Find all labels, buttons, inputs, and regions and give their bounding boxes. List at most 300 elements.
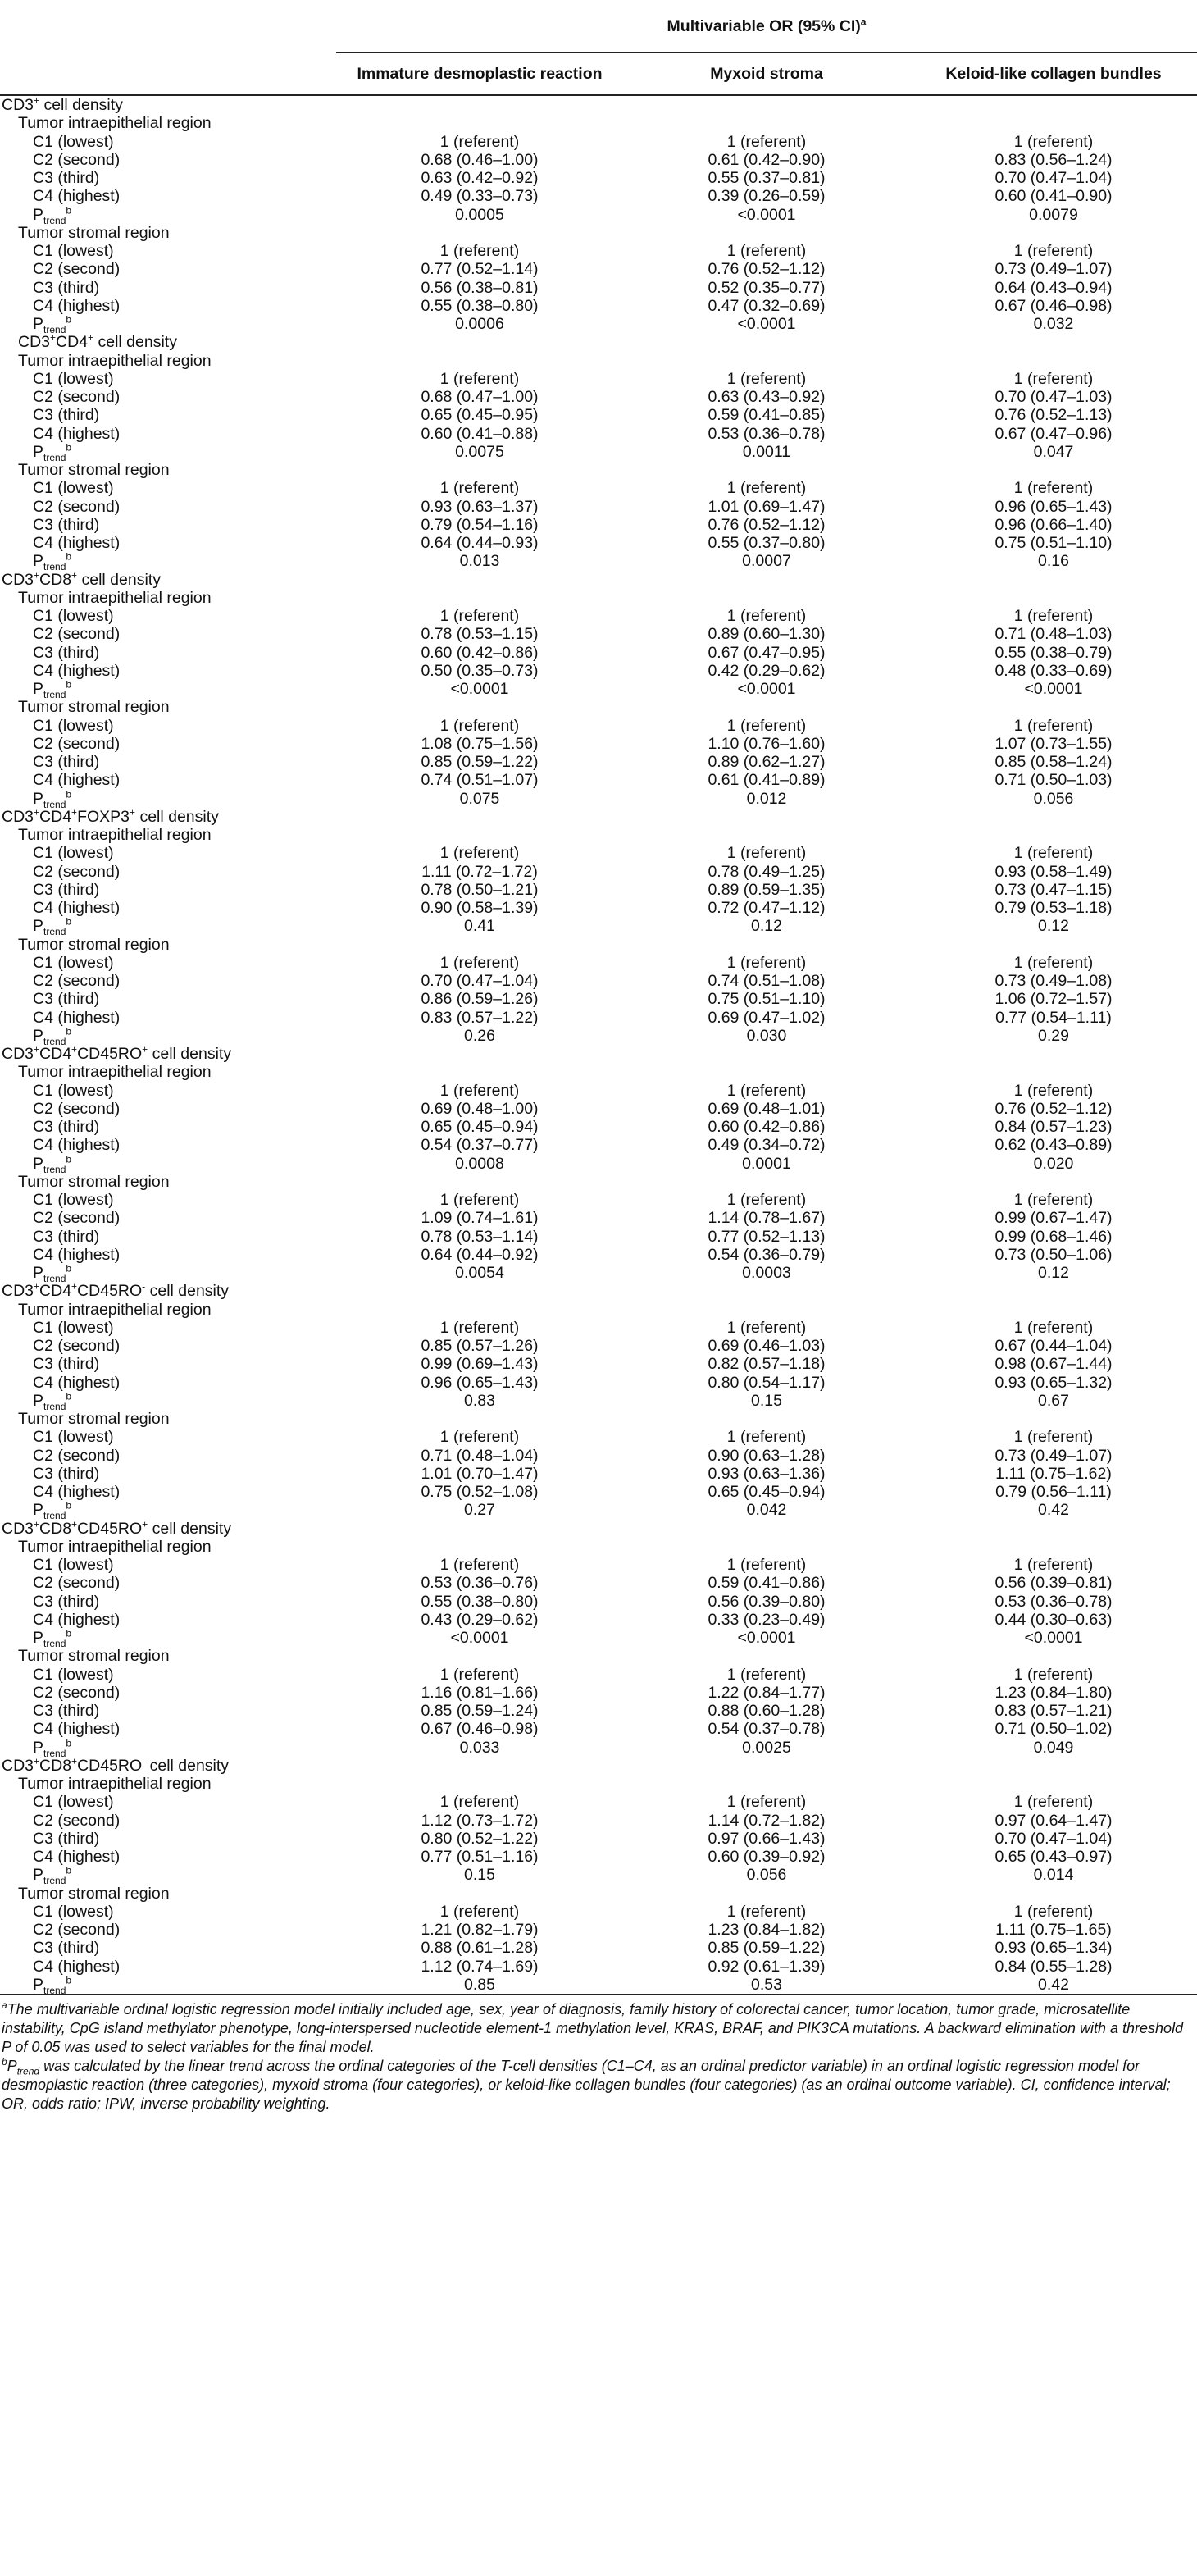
ptrend-sub: trend [43,926,66,938]
or-cell: 0.80 (0.52–1.22) [421,1829,539,1848]
or-cell: 0.53 (0.36–0.78) [708,424,826,443]
or-cell: 0.68 (0.47–1.00) [421,388,539,406]
quartile-label: C4 (highest) [33,1848,121,1866]
ptrend-cell: 0.15 [751,1391,782,1410]
ptrend-cell: 0.42 [910,1976,1197,1995]
table-row [0,425,1197,443]
or-cell: 0.59 (0.41–0.86) [708,1574,826,1593]
or-cell: 0.82 (0.57–1.18) [708,1355,826,1374]
ptrend-sub: trend [43,1510,66,1522]
table-row [0,260,1197,278]
or-cell: 0.83 (0.56–1.24) [994,150,1113,169]
ptrend-label [0,206,336,224]
ptrend-cell: 0.014 [1033,1866,1074,1885]
or-cell: 0.53 (0.36–0.76) [421,1574,539,1593]
or-cell: 1.21 (0.82–1.79) [421,1921,539,1939]
quartile-label: C4 (highest) [33,1008,121,1027]
ptrend-cell: <0.0001 [1024,680,1083,698]
or-cell: 1 (referent) [726,844,807,863]
or-cell: 0.99 (0.67–1.47) [994,1209,1113,1228]
or-cell: 0.64 (0.44–0.93) [421,534,539,552]
ptrend-cell: 0.85 [336,1976,623,1995]
or-cell: 1 (referent) [1013,132,1094,151]
table-row [0,844,1197,862]
marker-label [0,1757,1197,1775]
table-row [0,1574,1197,1592]
region-row [0,352,1197,370]
or-cell: 0.79 (0.53–1.18) [994,899,1113,917]
ptrend-sub: trend [43,214,66,226]
ptrend-row [0,917,1197,935]
ptrend-label [0,1499,336,1522]
or-cell: 0.75 (0.51–1.10) [708,990,826,1009]
ptrend-sup: b [66,1025,72,1037]
quartile-label: C1 (lowest) [33,369,114,388]
ptrend-label [0,443,336,461]
marker-row [0,95,1197,114]
ptrend-cell: 0.012 [746,789,787,808]
quartile-label: C1 (lowest) [33,1665,114,1684]
marker-label [0,1520,1197,1538]
ptrend-sup: b [66,204,72,216]
or-cell: 0.49 (0.33–0.73) [421,187,539,206]
or-cell: 0.64 (0.44–0.92) [421,1245,539,1264]
footnote-b-text: was calculated by the linear trend across the ordinal categories of the T-cell densities (C1–C4, as an ordinal predictor variable) in an ordinal logistic regression model for desmoplastic reaction (three categories), myxoid stroma (four categories), or keloid-like collagen bundles (four categories) (as an ordinal outcome variable). CI, confidence interval; OR, odds ratio; IPW, inverse probability weighting. [2,2058,1171,2112]
region-label: Tumor stromal region [18,461,170,479]
ptrend-row [0,1976,1197,1995]
or-cell: 0.74 (0.51–1.08) [708,972,826,990]
ptrend-row [0,1501,1197,1519]
footnote-b-mark: b [2,2056,7,2068]
marker-sign: + [71,1280,78,1293]
marker-label [0,1282,1197,1300]
or-cell: 1 (referent) [439,953,520,972]
or-cell: 1.08 (0.75–1.56) [421,734,539,753]
table-row [0,972,1197,990]
quartile-label: C1 (lowest) [33,1902,114,1921]
or-cell: 0.44 (0.30–0.63) [994,1610,1113,1629]
marker-name: CD3 [2,1282,34,1301]
or-cell: 0.78 (0.49–1.25) [708,862,826,881]
or-cell: 0.78 (0.53–1.15) [421,625,539,644]
ptrend-sup: b [66,441,72,454]
quartile-label: C2 (second) [33,150,121,169]
or-cell: 1.14 (0.72–1.82) [708,1811,826,1830]
marker-label [0,95,1197,114]
column-header: Keloid-like collagen bundles [910,53,1197,96]
or-cell: 1 (referent) [439,1081,520,1100]
or-cell: 0.97 (0.64–1.47) [994,1811,1113,1830]
region-row [0,1173,1197,1191]
or-cell: 0.75 (0.52–1.08) [421,1483,539,1501]
or-cell: 0.55 (0.38–0.80) [421,1592,539,1611]
region-row [0,826,1197,844]
ptrend-cell: 0.0008 [455,1154,504,1173]
marker-row [0,808,1197,826]
marker-name: CD4 [39,1045,72,1063]
or-cell: 0.89 (0.62–1.27) [708,753,826,771]
table-row [0,717,1197,735]
or-cell: 1.06 (0.72–1.57) [994,990,1113,1009]
quartile-label: C2 (second) [33,625,121,644]
or-cell: 1.11 (0.75–1.65) [995,1921,1112,1939]
ptrend-sup: b [66,678,72,691]
marker-name: CD8 [39,1756,72,1775]
quartile-label: C3 (third) [33,515,100,534]
header-row-2 [0,53,1197,96]
table-row [0,881,1197,899]
marker-row [0,1282,1197,1300]
ptrend-row [0,1027,1197,1045]
quartile-label: C4 (highest) [33,1136,121,1155]
or-cell: 1 (referent) [726,1902,807,1921]
ptrend-cell: 0.0079 [1029,205,1078,224]
table-row [0,1337,1197,1355]
or-cell: 0.61 (0.41–0.89) [708,771,826,790]
ptrend-label [0,1976,336,1995]
ptrend-sub: trend [43,798,66,810]
table-row [0,370,1197,388]
table-row [0,516,1197,534]
or-cell: 0.67 (0.47–0.95) [708,643,826,662]
or-cell: 0.47 (0.32–0.69) [708,296,826,315]
ptrend-cell: 0.032 [1033,315,1074,333]
table-row [0,607,1197,625]
or-cell: 1 (referent) [726,1428,807,1447]
ptrend-cell: 0.056 [746,1866,787,1885]
quartile-label: C3 (third) [33,753,100,771]
ptrend-sub: trend [43,1163,66,1175]
or-cell: 0.85 (0.57–1.26) [421,1337,539,1355]
ptrend-cell: 0.26 [464,1026,495,1045]
or-cell: 0.39 (0.26–0.59) [708,187,826,206]
or-cell: 0.69 (0.46–1.03) [708,1337,826,1355]
ptrend-cell: 0.12 [1038,1264,1069,1282]
or-cell: 0.77 (0.54–1.11) [995,1008,1112,1027]
or-cell: 1 (referent) [726,716,807,735]
table-row [0,187,1197,205]
table-row [0,625,1197,643]
or-cell: 0.99 (0.68–1.46) [994,1227,1113,1246]
or-cell: 0.76 (0.52–1.12) [708,515,826,534]
or-cell: 1.23 (0.84–1.80) [994,1683,1113,1702]
or-cell: 0.69 (0.48–1.01) [708,1099,826,1118]
or-cell: 0.79 (0.54–1.16) [421,515,539,534]
ptrend-row [0,315,1197,333]
or-cell: 0.56 (0.38–0.81) [421,278,539,297]
or-cell: 0.54 (0.37–0.77) [421,1136,539,1155]
quartile-label: C3 (third) [33,169,100,187]
quartile-label: C4 (highest) [33,899,121,917]
ptrend-label [0,1155,336,1173]
or-cell: 1 (referent) [1013,242,1094,260]
or-cell: 1 (referent) [726,1081,807,1100]
or-cell: 0.96 (0.65–1.43) [994,497,1113,516]
or-cell: 1 (referent) [439,716,520,735]
or-cell: 1 (referent) [439,1318,520,1337]
table-row [0,297,1197,315]
or-cell: 0.71 (0.48–1.04) [421,1446,539,1465]
quartile-label: C4 (highest) [33,1720,121,1739]
or-cell: 1.14 (0.78–1.67) [708,1209,826,1228]
or-cell: 1 (referent) [439,1665,520,1684]
or-cell: 0.73 (0.49–1.08) [994,972,1113,990]
ptrend-cell: 0.033 [459,1738,500,1757]
or-cell: 0.54 (0.37–0.78) [708,1720,826,1739]
ptrend-cell: <0.0001 [737,680,796,698]
table-row [0,644,1197,662]
marker-label [0,808,1197,826]
ptrend-cell: 0.15 [464,1866,495,1885]
ptrend-sub: trend [43,1637,66,1649]
ptrend-cell: 0.0001 [742,1154,791,1173]
table-row [0,1355,1197,1373]
marker-label [0,333,1197,351]
region-label: Tumor stromal region [18,1884,170,1903]
ptrend-sub: trend [43,1035,66,1047]
marker-row [0,1045,1197,1063]
or-cell: 1 (referent) [439,1793,520,1812]
quartile-label: C3 (third) [33,643,100,662]
or-cell: 0.86 (0.59–1.26) [421,990,539,1009]
ptrend-cell: 0.0054 [455,1264,504,1282]
quartile-label: C3 (third) [33,1464,100,1483]
ptrend-cell: 0.075 [459,789,500,808]
region-label: Tumor intraepithelial region [18,826,212,844]
span-title-text: Multivariable OR (95% CI) [667,16,861,35]
ptrend-cell: 0.0005 [455,205,504,224]
or-cell: 0.93 (0.65–1.32) [994,1373,1113,1392]
or-cell: 1 (referent) [1013,1665,1094,1684]
region-row [0,698,1197,716]
ptrend-sub: trend [43,561,66,573]
marker-name: CD4 [39,807,72,826]
quartile-label: C1 (lowest) [33,607,114,625]
quartile-label: C3 (third) [33,406,100,425]
quartile-label: C4 (highest) [33,661,121,680]
or-cell: 0.85 (0.59–1.22) [421,753,539,771]
or-cell: 0.63 (0.42–0.92) [421,169,539,187]
ptrend-sub: trend [43,1984,66,1996]
or-cell: 0.90 (0.58–1.39) [421,899,539,917]
ptrend-p: P [33,1391,44,1410]
or-cell: 0.99 (0.69–1.43) [421,1355,539,1374]
ptrend-cell: <0.0001 [737,315,796,333]
ptrend-row [0,206,1197,224]
cell-density-label: cell density [152,1519,232,1538]
or-cell: 0.43 (0.29–0.62) [421,1610,539,1629]
ptrend-row [0,443,1197,461]
marker-name: CD3 [2,570,34,589]
ptrend-p: P [33,680,44,698]
quartile-label: C3 (third) [33,880,100,899]
or-cell: 0.92 (0.61–1.39) [708,1957,826,1976]
or-cell: 1.10 (0.76–1.60) [708,734,826,753]
or-cell: 0.60 (0.41–0.90) [994,187,1113,206]
or-cell: 1 (referent) [1013,607,1094,625]
ptrend-sup: b [66,1153,72,1165]
footnote-a-text: The multivariable ordinal logistic regression model initially included age, sex, year of diagnosis, family history of colorectal cancer, tumor location, tumor grade, microsatellite instability, CpG island methylator phenotype, long-interspersed nucleotide element-1 methylation level, KRAS, BRAF, and PIK3CA mutations. A backward elimination with a threshold P of 0.05 was used to select variables for the final model. [2,2001,1184,2055]
region-label: Tumor intraepithelial region [18,1300,212,1319]
or-cell: 1.09 (0.74–1.61) [421,1209,539,1228]
ptrend-label [0,1864,336,1887]
region-label: Tumor stromal region [18,1172,170,1191]
ptrend-label [0,1739,336,1757]
table-row [0,1374,1197,1392]
quartile-label: C4 (highest) [33,1957,121,1976]
or-cell: 0.55 (0.38–0.79) [994,643,1113,662]
or-cell: 0.72 (0.47–1.12) [708,899,826,917]
ptrend-cell: 0.030 [746,1026,787,1045]
or-cell: 1 (referent) [439,369,520,388]
ptrend-cell: 0.67 [1038,1391,1069,1410]
or-cell: 0.71 (0.48–1.03) [994,625,1113,644]
footnotes [0,1995,1197,2113]
or-cell: 1.11 (0.75–1.62) [995,1464,1112,1483]
quartile-label: C4 (highest) [33,534,121,552]
marker-sign: + [34,1755,40,1767]
header-span-title [336,0,1197,53]
or-cell: 0.97 (0.66–1.43) [708,1829,826,1848]
ptrend-cell: 0.42 [1038,1501,1069,1520]
or-cell: 1 (referent) [726,479,807,498]
cell-density-label: cell density [98,333,177,352]
ptrend-p: P [33,1738,44,1757]
ptrend-cell: 0.042 [746,1501,787,1520]
table-row [0,1118,1197,1136]
quartile-label: C1 (lowest) [33,242,114,260]
or-cell: 0.93 (0.65–1.34) [994,1939,1113,1958]
quartile-label: C2 (second) [33,388,121,406]
ptrend-sup: b [66,550,72,563]
header-blank-2 [0,53,336,96]
region-label: Tumor stromal region [18,223,170,242]
marker-name: CD4 [39,1282,72,1301]
ptrend-row [0,1739,1197,1757]
marker-sign: + [34,806,40,818]
or-cell: 0.73 (0.47–1.15) [994,880,1113,899]
marker-sign: + [71,1755,78,1767]
marker-sign: + [88,331,94,344]
ptrend-row [0,1264,1197,1282]
ptrend-cell: 0.0011 [742,442,791,461]
or-cell: 0.83 (0.57–1.21) [994,1702,1113,1720]
quartile-label: C4 (highest) [33,771,121,790]
quartile-label: C1 (lowest) [33,1191,114,1209]
or-cell: 1 (referent) [726,607,807,625]
marker-row [0,1520,1197,1538]
ptrend-label [0,1264,336,1282]
region-label: Tumor intraepithelial region [18,1537,212,1556]
ptrend-row [0,680,1197,698]
table-row [0,1830,1197,1848]
marker-sign: + [71,569,78,581]
ptrend-sup: b [66,1627,72,1639]
or-cell: 0.60 (0.39–0.92) [708,1848,826,1866]
table-row [0,1191,1197,1209]
table-row [0,498,1197,516]
quartile-label: C2 (second) [33,1099,121,1118]
or-cell: 0.67 (0.46–0.98) [421,1720,539,1739]
or-cell: 0.78 (0.53–1.14) [421,1227,539,1246]
ptrend-p: P [33,205,44,224]
table-row [0,662,1197,680]
or-cell: 1 (referent) [726,953,807,972]
quartile-label: C1 (lowest) [33,1428,114,1447]
or-cell: 0.70 (0.47–1.04) [994,1829,1113,1848]
ptrend-p: P [33,315,44,333]
quartile-label: C4 (highest) [33,1483,121,1501]
ptrend-sup: b [66,915,72,928]
or-cell: 0.55 (0.37–0.81) [708,169,826,187]
ptrend-sub: trend [43,451,66,463]
or-cell: 0.33 (0.23–0.49) [708,1610,826,1629]
or-cell: 0.77 (0.51–1.16) [421,1848,539,1866]
quartile-label: C3 (third) [33,1939,100,1958]
or-cell: 1 (referent) [726,132,807,151]
ptrend-cell: 0.16 [1038,552,1069,571]
ptrend-cell: 0.53 [623,1976,910,1995]
ptrend-p: P [33,917,44,936]
or-cell: 0.93 (0.63–1.37) [421,497,539,516]
or-cell: 0.71 (0.50–1.03) [994,771,1113,790]
marker-row [0,571,1197,589]
table-row [0,388,1197,406]
marker-sign: + [71,1518,78,1530]
or-cell: 1 (referent) [726,1665,807,1684]
ptrend-row [0,1866,1197,1884]
table-row [0,133,1197,151]
marker-sign: + [142,1518,148,1530]
marker-name: CD45RO [77,1519,143,1538]
or-cell: 1.22 (0.84–1.77) [708,1683,826,1702]
quartile-label: C3 (third) [33,1118,100,1136]
ptrend-cell: <0.0001 [737,205,796,224]
table-row [0,1228,1197,1246]
quartile-label: C3 (third) [33,1227,100,1246]
region-row [0,1301,1197,1319]
or-cell: 1.23 (0.84–1.82) [708,1921,826,1939]
ptrend-label [0,790,336,808]
quartile-label: C2 (second) [33,862,121,881]
table-row [0,1593,1197,1611]
quartile-label: C3 (third) [33,1355,100,1374]
quartile-label: C1 (lowest) [33,1793,114,1812]
or-cell: 1 (referent) [1013,1191,1094,1209]
column-header: Immature desmoplastic reaction [336,53,623,96]
quartile-label: C1 (lowest) [33,479,114,498]
marker-label [0,1045,1197,1063]
region-row [0,1410,1197,1428]
region-label: Tumor stromal region [18,935,170,954]
or-cell: 1 (referent) [439,844,520,863]
marker-sign: - [142,1755,146,1767]
or-cell: 1 (referent) [726,1556,807,1574]
or-cell: 1 (referent) [726,1793,807,1812]
or-cell: 0.59 (0.41–0.85) [708,406,826,425]
or-cell: 0.60 (0.42–0.86) [421,643,539,662]
ptrend-p: P [33,1629,44,1647]
table-row [0,479,1197,497]
or-cell: 0.52 (0.35–0.77) [708,278,826,297]
ptrend-row [0,1392,1197,1410]
table-row [0,1556,1197,1574]
or-cell: 1 (referent) [439,1902,520,1921]
table-row [0,1812,1197,1830]
region-row [0,1775,1197,1793]
or-cell: 0.56 (0.39–0.81) [994,1574,1113,1593]
quartile-label: C2 (second) [33,1446,121,1465]
